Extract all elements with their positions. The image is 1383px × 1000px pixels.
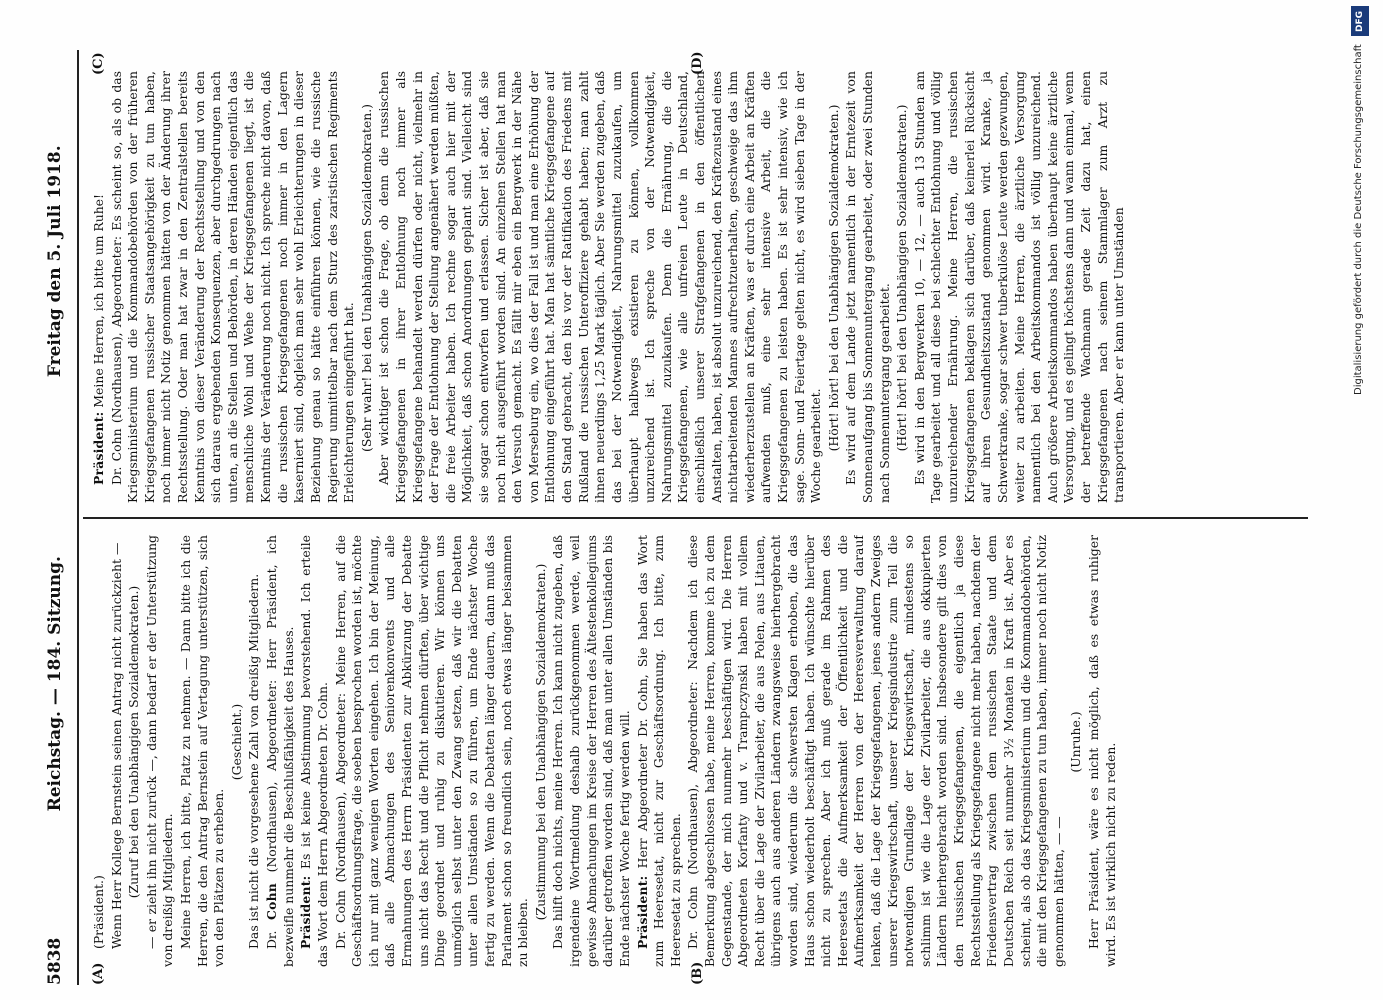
margin-letter-a: (A) xyxy=(91,962,106,985)
header-right-title: Freitag den 5. Juli 1918. xyxy=(45,145,65,378)
rotated-document xyxy=(35,50,1320,985)
interjection: (Hört! hört! bei den Unabhängigen Sozialdemokraten.) xyxy=(825,104,841,452)
text-paragraph: Es wird in den Bergwerken 10, — 12, — auch 13 Stunden am Tage gearbeitet und all diese bei schlechter Entlohnung und völlig unzureichender Ernährung. Meine Herren, die russischen Kriegsgefangenen beklagen sich darüber, daß keinerlei Rücksicht auf ihren Gesundheitszustand genommen wird. Kranke, ja Schwerkranke, sogar schwer tuberkulöse Leute werden gezwungen, weiter zu arbeiten. Meine Herren, die ärztliche Versorgung namentlich bei den Arbeitskommandos ist völlig unzureichend. Auch größere Arbeitskommandos haben überhaupt keine ärztliche Versorgung, und es gelingt höchstens dann und wann einmal, wenn der betreffende Wachmann gerade Zeit dazu hat, einen Kriegsgefangenen nach seinem Stammlager zum Arzt zu transportieren. Aber er kann unter Umständen xyxy=(911,71,1127,503)
text-paragraph: Dr. Cohn (Nordhausen), Abgeordneter: Nachdem ich diese Bemerkung abgeschlossen habe, meine Herren, komme ich zu dem Gegenstande, der mich nunmehr beschäftigen wird. Die Herren Abgeordneten Korfanty und v. Trampczynski haben mit vollem Recht über die Lage der Zivilarbeiter, die aus Polen, aus Litauen, übrigens auch aus anderen Ländern zwangsweise hierhergebracht worden sind, wiederum die schwersten Klagen erhoben, die das Haus schon wiederholt beschäftigt haben. Ich wünschte hierüber nicht zu sprechen. Aber ich muß gerade im Rahmen des Heeresetats die Aufmerksamkeit der Öffentlichkeit und die Aufmerksamkeit der Herren von der Heeresverwaltung darauf lenken, daß die Lage der Kriegsgefangenen, jenes andern Zweiges unserer Kriegswirtschaft, unserer Kriegsindustrie zum Teil die notwendigen Grundlage der Kriegswirtschaft, mindestens so schlimm ist wie die Lage der Zivilarbeiter, die aus okkupierten Ländern hierhergebracht worden sind. Insbesondere gilt dies von den russischen Kriegsgefangenen, die eigentlich ja diese Rechtsstellung als Kriegsgefangene nicht mehr haben, nachdem der Friedensvertrag zwischen dem russischen Staate und dem Deutschen Reich seit nunmehr 3½ Monaten in Kraft ist. Aber es scheint, als ob das Kriegsministerium und die Kommandobehörden, die mit den Kriegsgefangenen zu tun haben, immer noch nicht Notiz genommen hätten, — — xyxy=(685,535,1066,967)
interjection: (Hört! hört! bei den Unabhängigen Sozialdemokraten.) xyxy=(894,104,910,452)
text-paragraph: — er zieht ihn nicht zurück —, dann bedarf er der Unterstützung von dreißig Mitgliedern. xyxy=(143,535,176,967)
interjection: (Sehr wahr! bei den Unabhängigen Sozialdemokraten.) xyxy=(358,104,374,452)
speaker-name: Cohn xyxy=(264,883,280,920)
text-paragraph: Das hilft doch nichts, meine Herren. Ich kann nicht zugeben, daß irgendeine Wortmeldung deshalb zurückgenommen werde, weil gewisse Abmachungen im Kreise der Herren des Ältestenkollegiums darüber getroffen worden sind, daß man unter allen Umständen bis Ende nächster Woche fertig werden will. xyxy=(550,535,632,967)
text-paragraph: Dr. Cohn (Nordhausen), Abgeordneter: Meine Herren, auf die Geschäftsordnungsfrage, die soeben besprochen worden ist, möchte ich nur mit ganz wenigen Worten eingehen. Ich bin der Meinung, daß alle Abmachungen des Seniorenkonvents und alle Ermahnungen des Herrn Präsidenten zur Abkürzung der Debatte uns nicht das Recht und die Pflicht nehmen dürften, über wichtige Dinge geordnet und ruhig zu diskutieren. Wir können uns unmöglich selbst unter den Zwang setzen, daß wir die Debatten unter allen Umständen so zu führen, um Ende nächster Woche fertig zu werden. Wenn die Debatten länger dauern, dann muß das Parlament schon so freundlich sein, noch etwas länger beisammen zu bleiben. xyxy=(332,535,531,967)
text-paragraph: Dr. Cohn (Nordhausen), Abgeordneter: Es scheint so, als ob das Kriegsministerium und die Kommandobehörden von der früheren Kriegsgefangenen russischer Staatsangehörigkeit zu tun haben, noch immer nicht Notiz genommen hätten von der Änderung ihrer Rechtsstellung. Oder man hat zwar in den Zentralstellen bereits Kenntnis von dieser Veränderung der Rechtsstellung und von den sich daraus ergebenden Konsequenzen, aber durchgedrungen nach unten, an die Stellen und Behörden, in deren Händen eigentlich das menschliche Wohl und Wehe der Kriegsgefangenen liegt, ist die Kenntnis der Veränderung noch nicht. Ich spreche nicht davon, daß die russischen Kriegsgefangenen noch immer in den Lagern kaserniert sind, obgleich man sehr wohl Erleichterungen in dieser Beziehung genau so hätte einführen können, wie die russische Regierung unmittelbar nach dem Sturz des zaristischen Regiments Erleichterungen eingeführt hat. xyxy=(108,71,357,503)
speaker-name: Präsident: xyxy=(91,411,106,485)
digitization-credit: Digitalisierung gefördert durch die Deutsche Forschungsgemeinschaft xyxy=(1353,44,1364,395)
page-number: 5838 xyxy=(45,937,65,985)
margin-letter-d: (D) xyxy=(690,51,705,75)
dfg-logo: DFG xyxy=(1351,6,1369,36)
column-divider xyxy=(83,518,1308,520)
speaker-name: Präsident: xyxy=(634,875,650,949)
text-paragraph: Herr Präsident, wäre es nicht möglich, daß es etwas ruhiger wird. Es ist wirklich nicht zu reden. xyxy=(1085,535,1118,967)
header-rule xyxy=(77,50,79,985)
text-paragraph: Aber wichtiger ist schon die Frage, ob denn die russischen Kriegsgefangenen in ihrer Entlohnung noch immer als Kriegsgefangene behandelt werden dürfen oder nicht, vielmehr in der Frage der Entlohnung der Stellung angenähert werden müßten, die freie Arbeiter haben. Ich rechne sogar auch hier mit der Möglichkeit, daß schon Anordnungen geplant sind. Vielleicht sind sie sogar schon entworfen und erlassen. Sicher ist aber, daß sie noch nicht ausgeführt worden sind. An einzelnen Stellen hat man den Versuch gemacht. Es fällt mir eben ein Bergwerk in der Nähe von Merseburg ein, wo dies der Fall ist und man eine Erhöhung der Entlohnung eingeführt hat. Man hat sämtliche Kriegsgefangene auf den Stand gebracht, den bis vor der Ratifikation des Friedens mit Rußland die russischen Unteroffiziere gehabt haben; man zahlt ihnen neuerdings 1,25 Mark täglich. Aber Sie werden zugeben, daß das bei der Notwendigkeit, Nahrungsmittel zuzukaufen, um überhaupt halbwegs existieren zu können, vollkommen unzureichend ist. Ich spreche von der Notwendigkeit, Nahrungsmittel zuzukaufen. Denn die Ernährung, die die Kriegsgefangenen, wie alle unfreien Leute in Deutschland, einschließlich unserer Strafgefangenen in den öffentlichen Anstalten, haben, ist absolut unzureichend, den Kräftezustand eines nichtarbeitenden Mannes aufrechtzuerhalten, geschweige das ihm wiederherzustellen an Kräften, was er durch eine Arbeit an Kräften aufwenden muß, eine sehr intensive Arbeit, die die Kriegsgefangenen zu leisten haben. Es ist sehr intensiv, wie ich sage. Sonn- und Feiertage gelten nicht, es wird sieben Tage in der Woche gearbeitet. xyxy=(376,71,824,503)
speech-paragraph: Präsident: Meine Herren, ich bitte um Ruhe! xyxy=(91,194,106,485)
text-paragraph: Es wird auf dem Lande jetzt namentlich in der Erntezeit von Sonnenaufgang bis Sonnenuntergang gearbeitet, oder zwei Stunden nach Sonnenuntergang gearbeitet. xyxy=(843,71,892,503)
interjection: (Geschieht.) xyxy=(228,703,244,781)
left-column xyxy=(91,535,1306,967)
speech-paragraph: Dr. Cohn (Nordhausen), Abgeordneter: Herr Präsident, ich bezweifle nunmehr die Beschlußfähigkeit des Hauses. xyxy=(264,535,296,967)
credit-strip xyxy=(1349,0,1377,1000)
page-header xyxy=(35,50,75,985)
header-left-title: Reichstag. — 184. Sitzung. xyxy=(45,556,65,812)
right-column xyxy=(91,71,1306,503)
margin-letter-b: (B) xyxy=(690,961,705,985)
text-paragraph: Meine Herren, ich bitte, Platz zu nehmen. — Dann bitte ich die Herren, die den Antrag Bernstein auf Vertagung unterstützen, sich von den Plätzen zu erheben. xyxy=(178,535,227,967)
text-paragraph: Das ist nicht die vorgesehene Zahl von dreißig Mitgliedern. xyxy=(246,573,262,949)
interjection: (Zuruf bei den Unabhängigen Sozialdemokraten.) xyxy=(126,585,142,899)
text-paragraph: Wenn Herr Kollege Bernstein seinen Antrag nicht zurückzieht — xyxy=(108,542,124,949)
speaker-name: Präsident: xyxy=(298,875,314,949)
text-paragraph: (Präsident.) xyxy=(91,875,106,949)
speech-paragraph: Präsident: Herr Abgeordneter Dr. Cohn, Sie haben das Wort zum Heeresetat, nicht zur Geschäftsordnung. Ich bitte, zum Heeresetat zu sprechen. xyxy=(634,535,683,967)
margin-letter-c: (C) xyxy=(91,52,106,75)
speech-paragraph: Präsident: Es ist keine Abstimmung bevorstehend. Ich erteile das Wort dem Herrn Abgeordneten Dr. Cohn. xyxy=(298,535,330,967)
interjection: (Zustimmung bei den Unabhängigen Sozialdemokraten.) xyxy=(532,563,548,921)
interjection: (Unruhe.) xyxy=(1068,711,1084,773)
